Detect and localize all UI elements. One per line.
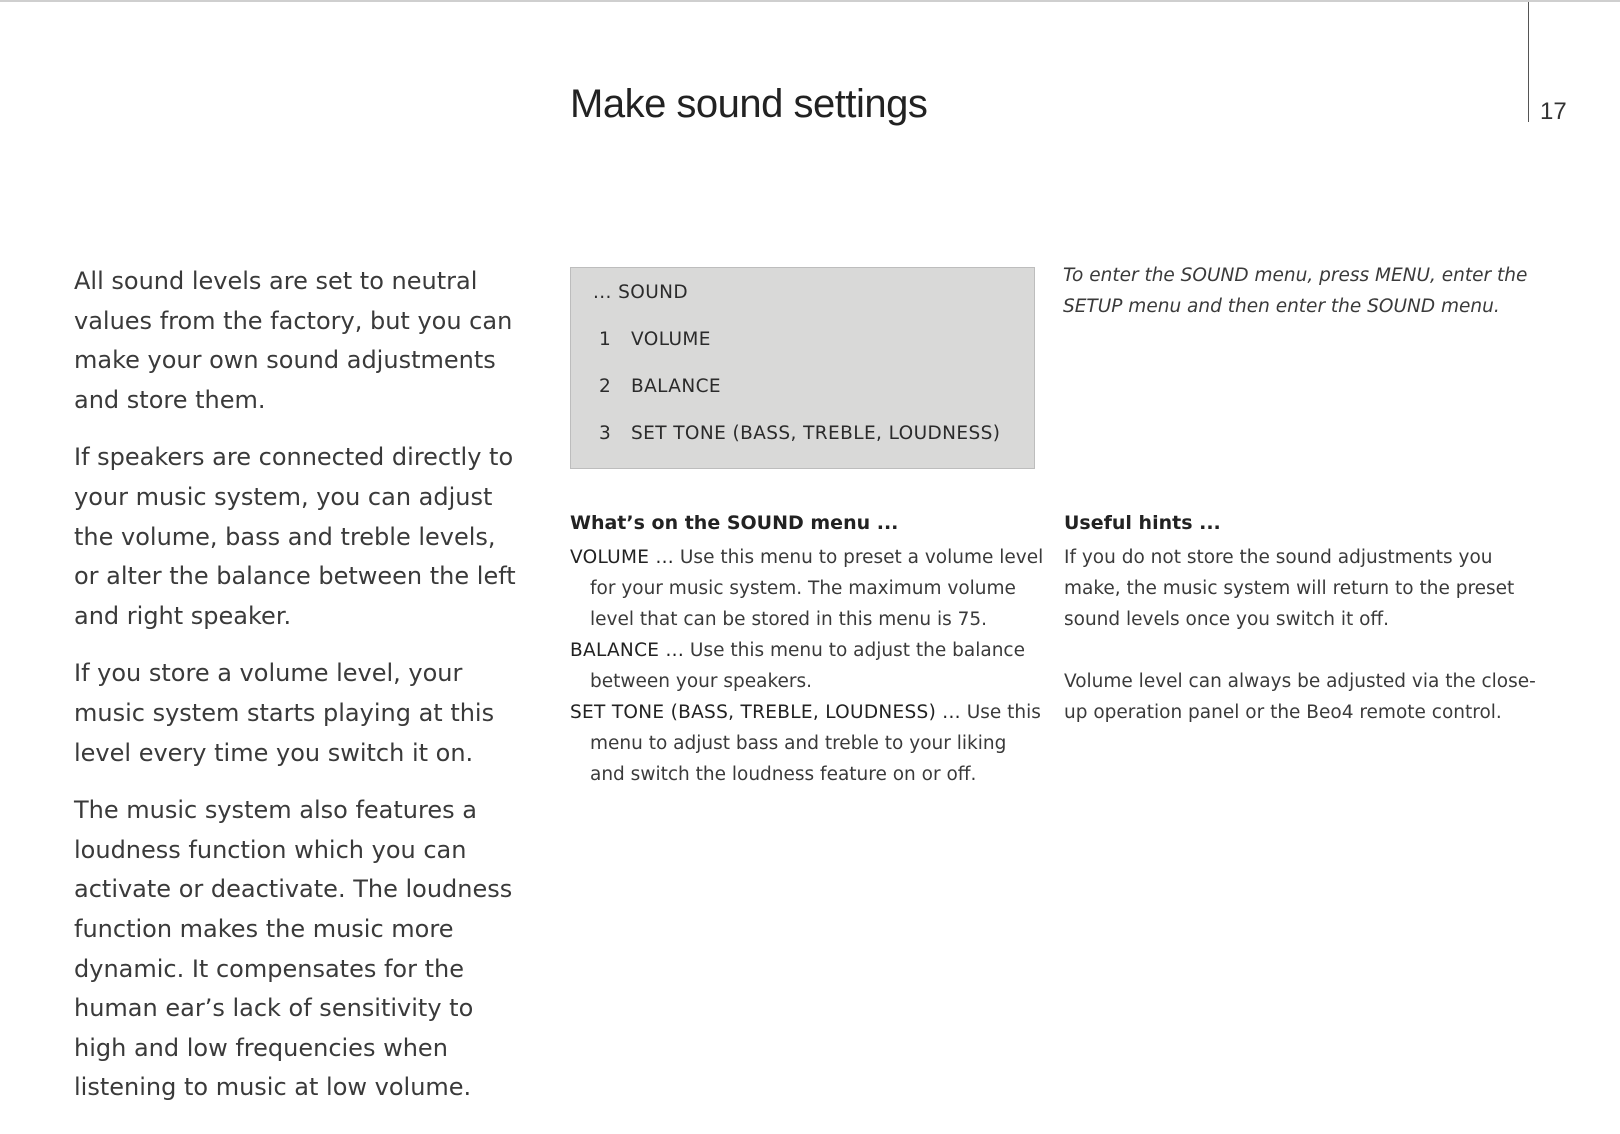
definition-text: Use this menu to preset a volume level for your music system. The maximum volume level that can be stored in this menu is 75. [590, 547, 1044, 630]
hint-paragraph: If you do not store the sound adjustments you make, the music system will return to the preset sound levels once you switch it off. [1064, 547, 1515, 630]
hint-paragraph: Volume level can always be adjusted via the close-up operation panel or the Beo4 remote control. [1064, 671, 1536, 723]
definition-volume [570, 542, 1045, 635]
menu-item-number: 1 [599, 329, 612, 350]
useful-hints [1064, 542, 1539, 759]
definition-term: SET TONE (BASS, TREBLE, LOUDNESS) ... [570, 702, 961, 723]
definition-text: Use this menu to adjust bass and treble to your liking and switch the loudness feature on or off. [590, 702, 1041, 785]
definition-text: Use this menu to adjust the balance between your speakers. [590, 640, 1025, 692]
menu-item-label: VOLUME [631, 329, 711, 350]
intro-paragraph: If you store a volume level, your music system starts playing at this level every time you switch it on. [74, 659, 495, 767]
intro-paragraph: If speakers are connected directly to your music system, you can adjust the volume, bass and treble levels, or alter the balance between the left and right speaker. [74, 443, 516, 630]
page-number: 17 [1540, 98, 1567, 125]
definition-term: VOLUME ... [570, 547, 674, 568]
sound-menu-definitions [570, 542, 1045, 790]
page-title: Make sound settings [570, 82, 928, 126]
definition-balance [570, 635, 1045, 697]
menu-item-number: 2 [599, 376, 612, 397]
menu-item-balance [599, 376, 721, 397]
intro-paragraph: All sound levels are set to neutral values from the factory, but you can make your own sound adjustments and store them. [74, 267, 513, 414]
intro-column [74, 262, 524, 1126]
menu-item-label: BALANCE [631, 376, 721, 397]
sound-menu-illustration [570, 267, 1035, 469]
page-edge-rule [1528, 2, 1529, 122]
useful-hints-heading: Useful hints ... [1064, 512, 1221, 534]
top-rule [0, 0, 1620, 2]
intro-paragraph: The music system also features a loudness function which you can activate or deactivate. The loudness function makes the music more dynamic. It compensates for the human ear’s lack of sensitivity to high and low frequencies when listening to music at low volume. [74, 796, 513, 1102]
menu-header: ... SOUND [593, 282, 689, 303]
definition-set-tone [570, 697, 1045, 790]
menu-item-set-tone [599, 423, 1000, 444]
menu-item-label: SET TONE (BASS, TREBLE, LOUDNESS) [631, 423, 1001, 444]
menu-access-note: To enter the SOUND menu, press MENU, enter the SETUP menu and then enter the SOUND menu. [1063, 265, 1528, 317]
menu-item-number: 3 [599, 423, 612, 444]
definition-term: BALANCE ... [570, 640, 685, 661]
sound-menu-heading: What’s on the SOUND menu ... [570, 512, 899, 534]
menu-item-volume [599, 329, 711, 350]
